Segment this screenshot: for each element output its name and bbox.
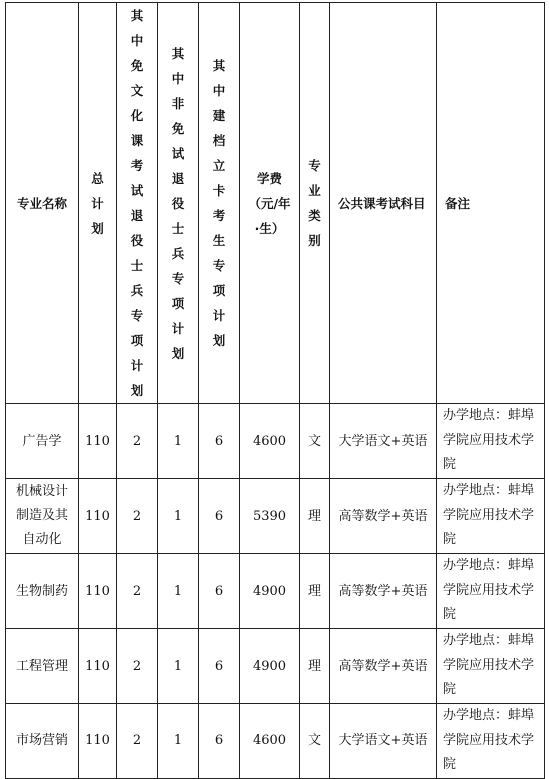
exempt-cultural-veteran-plan-cell: 2 bbox=[117, 629, 158, 704]
category-cell: 文 bbox=[300, 404, 330, 479]
tuition-cell: 4900 bbox=[240, 554, 300, 629]
header-remarks: 备注 bbox=[437, 3, 545, 404]
public-exam-subjects-cell: 大学语文+英语 bbox=[330, 404, 437, 479]
non-exempt-veteran-plan-cell: 1 bbox=[158, 704, 199, 779]
non-exempt-veteran-plan-cell: 1 bbox=[158, 479, 199, 554]
exempt-cultural-veteran-plan-cell: 2 bbox=[117, 554, 158, 629]
table-row bbox=[6, 554, 545, 629]
header-tuition: 学费（元/年·生） bbox=[240, 3, 300, 404]
header-public-exam-subjects: 公共课考试科目 bbox=[330, 3, 437, 404]
exempt-cultural-veteran-plan-cell: 2 bbox=[117, 704, 158, 779]
enrollment-plan-table bbox=[5, 2, 545, 779]
table-row bbox=[6, 479, 545, 554]
registered-card-plan-cell: 6 bbox=[199, 479, 240, 554]
remarks-cell: 办学地点：蚌埠学院应用技术学院 bbox=[437, 479, 545, 554]
major-cell: 工程管理 bbox=[6, 629, 79, 704]
major-cell: 机械设计制造及其自动化 bbox=[6, 479, 79, 554]
total-plan-cell: 110 bbox=[79, 479, 117, 554]
remarks-cell: 办学地点：蚌埠学院应用技术学院 bbox=[437, 704, 545, 779]
exempt-cultural-veteran-plan-cell: 2 bbox=[117, 479, 158, 554]
header-row bbox=[6, 3, 545, 404]
public-exam-subjects-cell: 大学语文+英语 bbox=[330, 704, 437, 779]
public-exam-subjects-cell: 高等数学+英语 bbox=[330, 629, 437, 704]
header-category: 专业类别 bbox=[300, 3, 330, 404]
major-cell: 生物制药 bbox=[6, 554, 79, 629]
major-cell: 市场营销 bbox=[6, 704, 79, 779]
registered-card-plan-cell: 6 bbox=[199, 629, 240, 704]
table-row bbox=[6, 704, 545, 779]
non-exempt-veteran-plan-cell: 1 bbox=[158, 554, 199, 629]
tuition-cell: 5390 bbox=[240, 479, 300, 554]
header-total-plan: 总计划 bbox=[79, 3, 117, 404]
remarks-cell: 办学地点：蚌埠学院应用技术学院 bbox=[437, 554, 545, 629]
registered-card-plan-cell: 6 bbox=[199, 554, 240, 629]
registered-card-plan-cell: 6 bbox=[199, 404, 240, 479]
header-non-exempt-veteran-plan: 其中非免试退役士兵专项计划 bbox=[158, 3, 199, 404]
table-row bbox=[6, 629, 545, 704]
table-row bbox=[6, 404, 545, 479]
tuition-cell: 4900 bbox=[240, 629, 300, 704]
category-cell: 理 bbox=[300, 479, 330, 554]
tuition-cell: 4600 bbox=[240, 404, 300, 479]
category-cell: 理 bbox=[300, 629, 330, 704]
total-plan-cell: 110 bbox=[79, 629, 117, 704]
remarks-cell: 办学地点：蚌埠学院应用技术学院 bbox=[437, 629, 545, 704]
category-cell: 文 bbox=[300, 704, 330, 779]
non-exempt-veteran-plan-cell: 1 bbox=[158, 404, 199, 479]
total-plan-cell: 110 bbox=[79, 404, 117, 479]
category-cell: 理 bbox=[300, 554, 330, 629]
total-plan-cell: 110 bbox=[79, 704, 117, 779]
tuition-cell: 4600 bbox=[240, 704, 300, 779]
exempt-cultural-veteran-plan-cell: 2 bbox=[117, 404, 158, 479]
major-cell: 广告学 bbox=[6, 404, 79, 479]
total-plan-cell: 110 bbox=[79, 554, 117, 629]
public-exam-subjects-cell: 高等数学+英语 bbox=[330, 554, 437, 629]
header-registered-card-plan: 其中建档立卡考生专项计划 bbox=[199, 3, 240, 404]
header-major: 专业名称 bbox=[6, 3, 79, 404]
remarks-cell: 办学地点：蚌埠学院应用技术学院 bbox=[437, 404, 545, 479]
non-exempt-veteran-plan-cell: 1 bbox=[158, 629, 199, 704]
header-exempt-cultural-veteran-plan: 其中免文化课考试退役士兵专项计划 bbox=[117, 3, 158, 404]
public-exam-subjects-cell: 高等数学+英语 bbox=[330, 479, 437, 554]
registered-card-plan-cell: 6 bbox=[199, 704, 240, 779]
